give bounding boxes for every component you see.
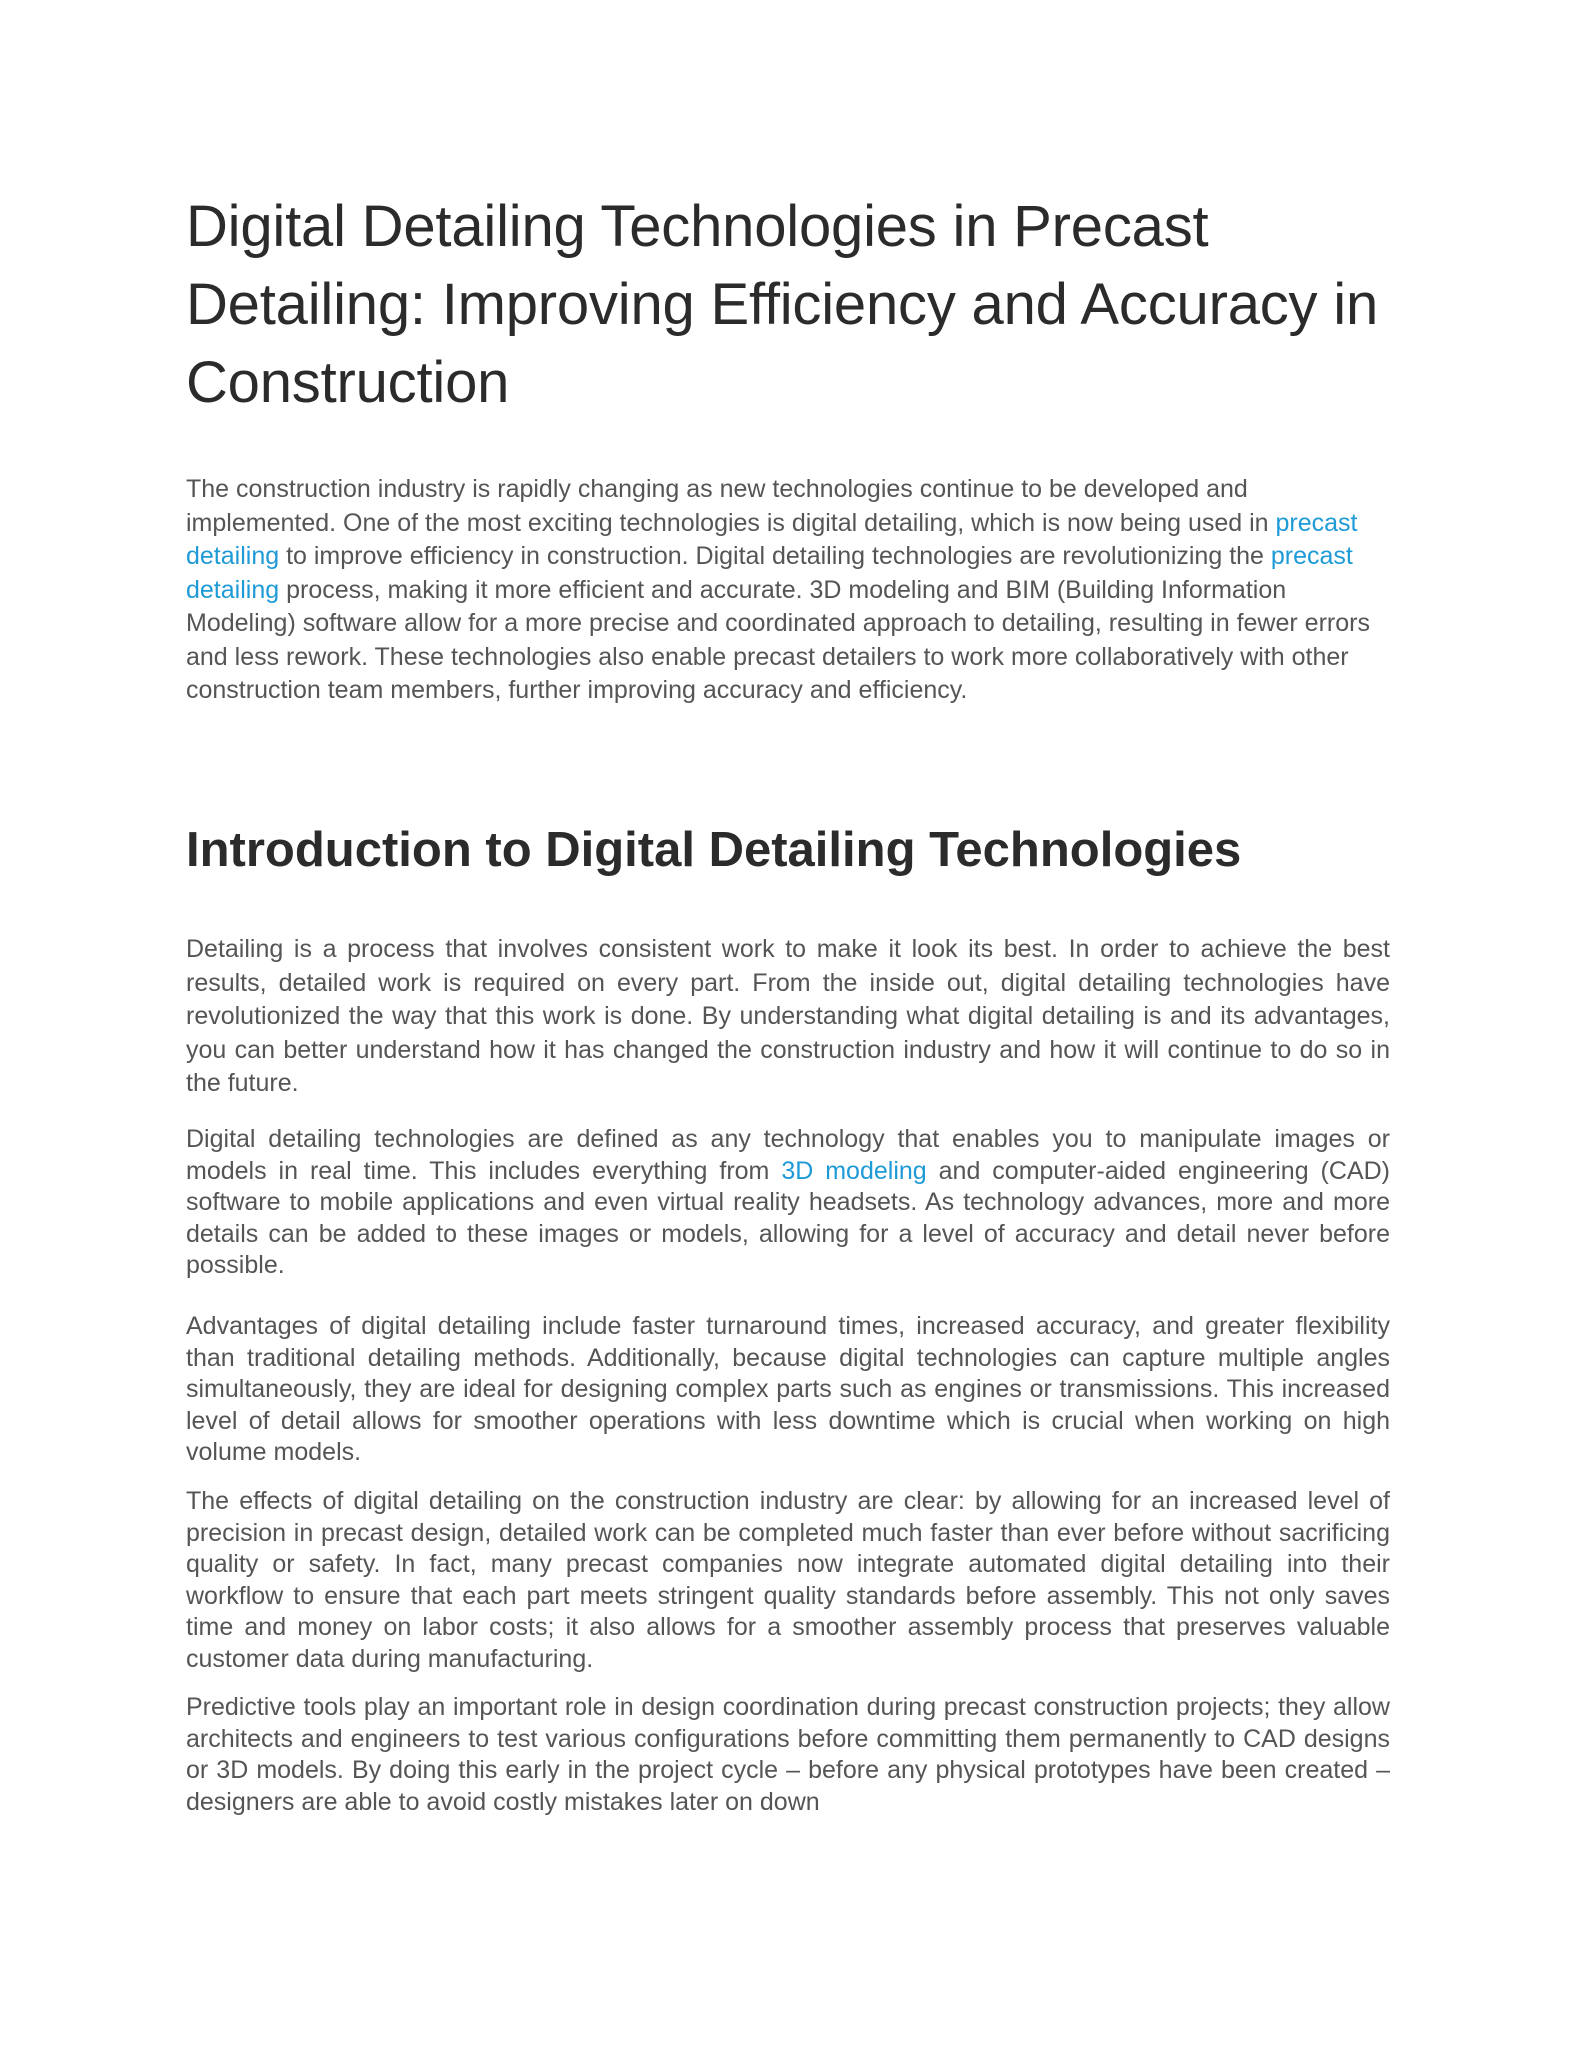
intro-text-3: process, making it more efficient and accurate. 3D modeling and BIM (Building Information Modeling) software allow for a more precise and coordinated approach to detailing, resulting in fewer errors and less rework. These technologies also enable precast detailers to work more collaboratively with other construction team members, further improving accuracy and efficiency.: [186, 575, 1370, 704]
precast-detailing-link-1[interactable]: precast detailing: [186, 508, 1358, 570]
body-paragraph-2: [186, 1124, 1390, 1282]
precast-detailing-link-2[interactable]: precast detailing: [186, 542, 1353, 604]
3d-modeling-link[interactable]: 3D modeling: [781, 1156, 927, 1185]
intro-paragraph: [186, 473, 1390, 708]
intro-text-1: The construction industry is rapidly changing as new technologies continue to be developed and implemented. One of the most exciting technologies is digital detailing, which is now being used in: [186, 475, 1276, 537]
para2-text-2: and computer-aided engineering (CAD) software to mobile applications and even virtual reality headsets. As technology advances, more and more details can be added to these images or models, allowing for a level of accuracy and detail never before possible.: [186, 1156, 1390, 1279]
section-heading: Introduction to Digital Detailing Technologies: [186, 823, 1242, 877]
para2-text-1: Digital detailing technologies are defined as any technology that enables you to manipulate images or models in real time. This includes everything from: [186, 1125, 1390, 1185]
body-paragraph-5: Predictive tools play an important role in design coordination during precast construction projects; they allow architects and engineers to test various configurations before committing them permanently to CAD designs or 3D models. By doing this early in the project cycle – before any physical prototypes have been created – designers are able to avoid costly mistakes later on down: [186, 1693, 1390, 1816]
body-paragraph-3: Advantages of digital detailing include faster turnaround times, increased accuracy, and greater flexibility than traditional detailing methods. Additionally, because digital technologies can capture multiple angles simultaneously, they are ideal for designing complex parts such as engines or transmissions. This increased level of detail allows for smoother operations with less downtime which is crucial when working on high volume models.: [186, 1312, 1390, 1466]
body-paragraph-1: Detailing is a process that involves consistent work to make it look its best. In order to achieve the best results, detailed work is required on every part. From the inside out, digital detailing technologies have revolutionized the way that this work is done. By understanding what digital detailing is and its advantages, you can better understand how it has changed the construction industry and how it will continue to do so in the future.: [186, 935, 1390, 1097]
intro-text-2: to improve efficiency in construction. Digital detailing technologies are revolutionizing the: [279, 542, 1271, 570]
body-paragraph-4: The effects of digital detailing on the construction industry are clear: by allowing for an increased level of precision in precast design, detailed work can be completed much faster than ever before without sacrificing quality or safety. In fact, many precast companies now integrate automated digital detailing into their workflow to ensure that each part meets stringent quality standards before assembly. This not only saves time and money on labor costs; it also allows for a smoother assembly process that preserves valuable customer data during manufacturing.: [186, 1487, 1390, 1673]
page-title: Digital Detailing Technologies in Precast Detailing: Improving Efficiency and Accuracy in Construction: [186, 194, 1379, 415]
